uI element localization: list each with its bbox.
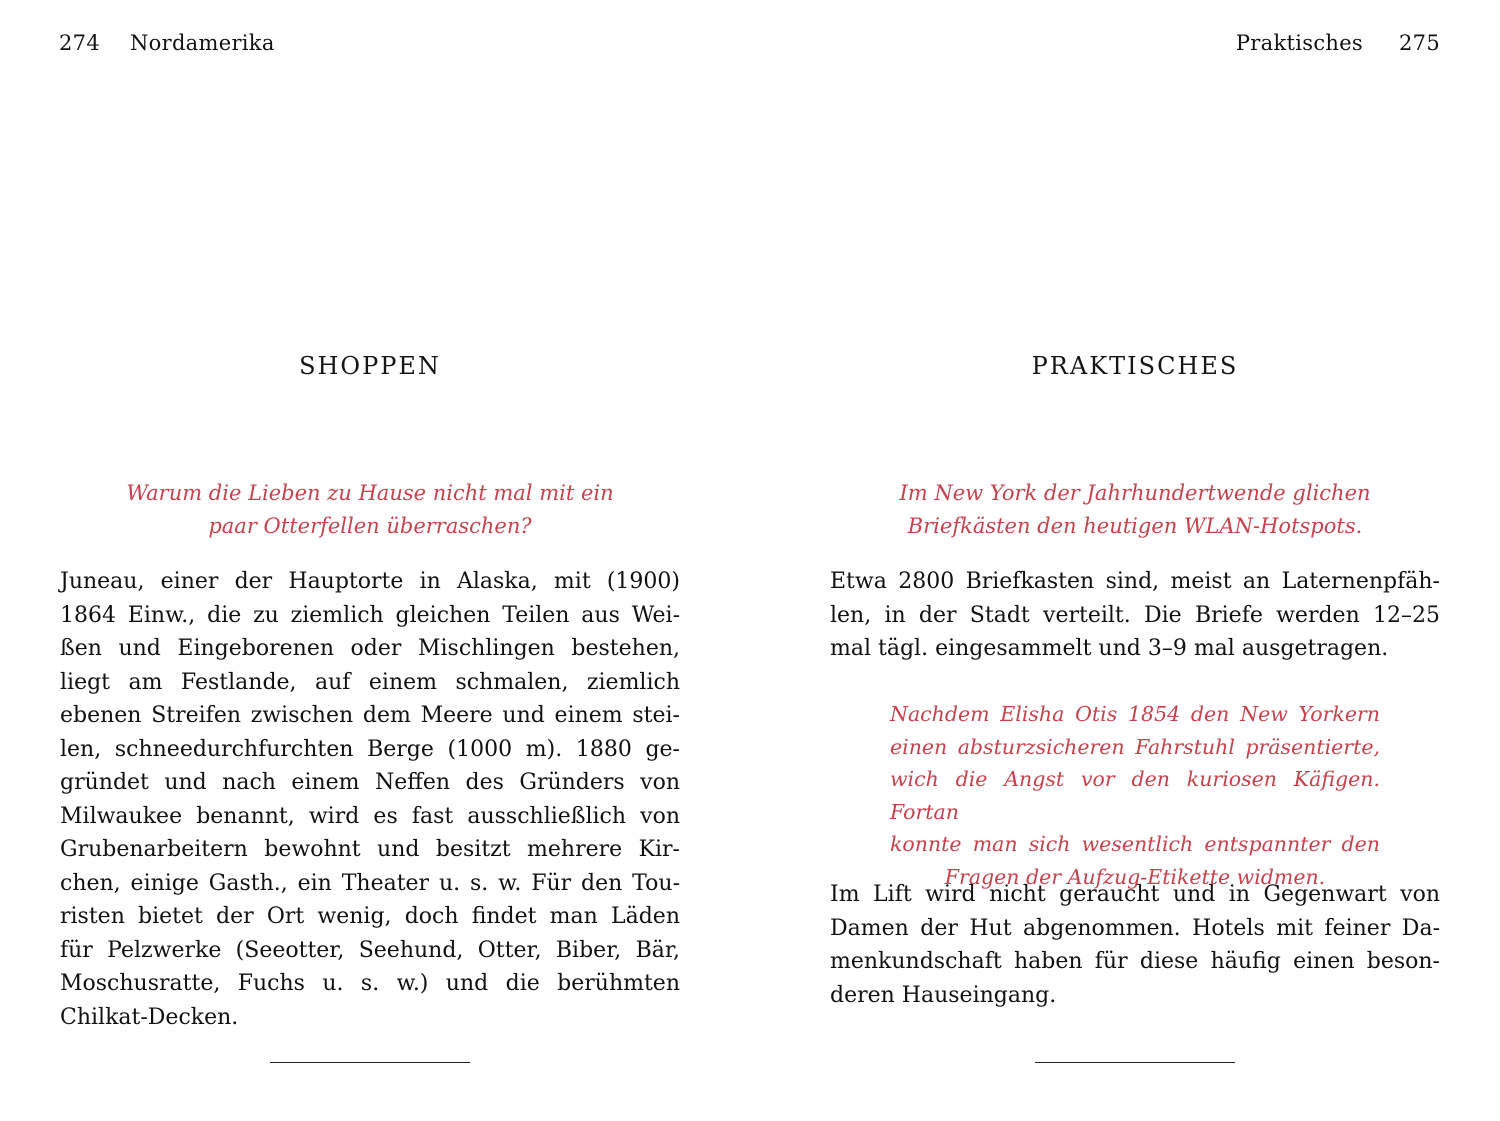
page-number: 275 [1399,31,1440,55]
right-page [750,0,1500,1121]
running-head-right [1236,31,1440,55]
running-head-text: Nordamerika [129,31,275,55]
running-head-text: Praktisches [1235,31,1364,55]
divider-rule [270,1062,470,1063]
body-paragraph: Juneau, einer der Hauptorte in Alaska, mit (1900) 1864 Einw., die zu ziemlich gleichen Teilen aus Wei- ßen und Eingeborenen oder Mischlingen bestehen, liegt am Festlande, auf einem schmalen, ziemlich ebenen Streifen zwischen dem Meere und einem stei- len, schneedurchfurchten Berge (1000 m). 1880 ge- gründet und nach einem Neffen des Gründers von Milwaukee benannt, wird es fast ausschließlich von Grubenarbeitern bewohnt und besitzt mehrere Kir- chen, einige Gasth., ein Theater u. s. w. Für den Tou- risten bietet der Ort wenig, doch findet man Läden für Pelzwerke (Seeotter, Seehund, Otter, Biber, Bär, Moschusratte, Fuchs u. s. w.) und die berühmten Chilkat-Decken. [60,569,680,1030]
section-title: SHOPPEN [299,352,441,380]
page-number: 274 [59,31,100,55]
pull-quote: Nachdem Elisha Otis 1854 den New Yorkern einen absturzsicheren Fahrstuhl präsentierte, wich die Angst vor den kuriosen Käfigen. Fortan konnte man sich wesentlich entspannter den Fragen der Aufzug-Etikette widmen. [890,702,1380,889]
running-head-left [59,31,275,55]
section-title: PRAKTISCHES [1031,352,1239,380]
teaser-text: Warum die Lieben zu Hause nicht mal mit ein paar Otterfellen überraschen? [126,481,614,538]
body-paragraph: Etwa 2800 Briefkasten sind, meist an Laternenpfäh- len, in der Stadt verteilt. Die Briefe werden 12–25 mal tägl. eingesammelt und 3–9 mal ausgetragen. [830,569,1440,661]
teaser-text: Im New York der Jahrhundertwende glichen Briefkästen den heutigen WLAN-Hotspots. [899,481,1371,538]
body-paragraph: Im Lift wird nicht geraucht und in Gegenwart von Damen der Hut abgenommen. Hotels mit feiner Da- menkundschaft haben für diese häufig einen beson- deren Hauseingang. [830,882,1440,1008]
divider-rule [1035,1062,1235,1063]
